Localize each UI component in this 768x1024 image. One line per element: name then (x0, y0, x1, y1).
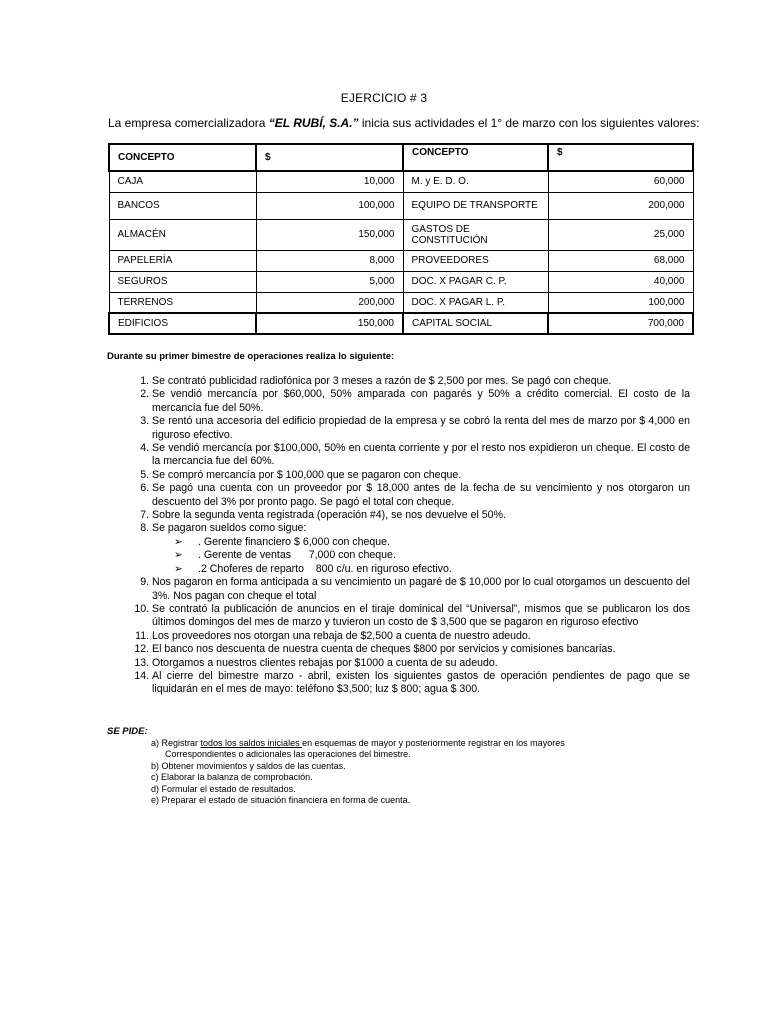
list-item: 6. Se pagó una cuenta con un proveedor por $ 18,000 antes de la fecha de su vencimiento y nos otorgaron un descuento del 3% por pronto pago. Se pagó el total con cheque. (152, 482, 690, 509)
list-item: 13. Otorgamos a nuestros clientes rebajas por $1000 a cuenta de su adeudo. (152, 657, 690, 670)
table-row (109, 219, 693, 250)
intro-before: La empresa comercializadora (108, 116, 269, 130)
concept-cell: M. y E. D. O. (403, 171, 548, 192)
list-item: 9. Nos pagaron en forma anticipada a su vencimiento un pagaré de $ 10,000 por lo cual otorgamos un descuento del 3%. Nos pagan con cheque el total (152, 576, 690, 603)
requirement-d: d) Formular el estado de resultados. (151, 783, 296, 794)
salaries-intro: Se pagaron sueldos como sigue: (152, 522, 307, 535)
amount-cell: 60,000 (548, 171, 693, 192)
arrow-bullet-icon: ➢ (174, 535, 183, 548)
salary-text: .2 Choferes de reparto 800 c/u. en riguroso efectivo. (198, 562, 452, 575)
salary-item (174, 549, 690, 562)
amount-cell: 25,000 (548, 219, 693, 250)
requirement-e: e) Preparar el estado de situación financiera en forma de cuenta. (151, 795, 411, 806)
requirements-list (151, 738, 671, 806)
requirement-b: b) Obtener movimientos y saldos de las cuentas. (151, 760, 346, 771)
list-item: 11. Los proveedores nos otorgan una rebaja de $2,500 a cuenta de nuestro adeudo. (152, 630, 690, 643)
table-row (109, 192, 693, 219)
requirement-c: c) Elaborar la balanza de comprobación. (151, 772, 313, 783)
intro-paragraph (108, 116, 728, 130)
list-item: 4. Se vendió mercancía por $100,000, 50% en cuenta corriente y por el resto nos expidieron un cheque. El costo de la mercancía fue del 60%. (152, 442, 690, 469)
amount-cell: 10,000 (256, 171, 403, 192)
requirement-a-continued: Correspondientes o adicionales las operaciones del bimestre. (165, 749, 411, 760)
header-amount-right: $ (548, 144, 693, 171)
amount-cell: 150,000 (256, 313, 403, 334)
amount-cell: 200,000 (256, 292, 403, 313)
salary-item (174, 536, 690, 549)
header-amount-left: $ (256, 144, 403, 171)
requirement-a (151, 738, 671, 749)
header-concept-left: CONCEPTO (109, 144, 256, 171)
table-row (109, 271, 693, 292)
intro-after: inicia sus actividades el 1° de marzo con los siguientes valores: (358, 116, 700, 130)
amount-cell: 100,000 (256, 192, 403, 219)
requirement-a-suffix: en esquemas de mayor y posteriormente registrar en los mayores (302, 738, 565, 748)
amount-cell: 8,000 (256, 250, 403, 271)
list-item: 5. Se compró mercancía por $ 100,000 que se pagaron con cheque. (152, 469, 690, 482)
salary-text: . Gerente de ventas 7,000 con cheque. (198, 549, 396, 562)
concept-cell: BANCOS (109, 192, 256, 219)
list-item (152, 522, 690, 576)
concept-cell: EQUIPO DE TRANSPORTE (403, 192, 548, 219)
list-item: 7. Sobre la segunda venta registrada (operación #4), se nos devuelve el 50%. (152, 509, 690, 522)
concept-cell: CAJA (109, 171, 256, 192)
amount-cell: 200,000 (548, 192, 693, 219)
amount-cell: 100,000 (548, 292, 693, 313)
table-row (109, 313, 693, 334)
amount-cell: 700,000 (548, 313, 693, 334)
list-item: 14. Al cierre del bimestre marzo - abril, existen los siguientes gastos de operación pendientes de pago que se liquidarán en el mes de mayo: teléfono $3,500; luz $ 800; agua $ 300. (152, 670, 690, 697)
concept-cell: SEGUROS (109, 271, 256, 292)
concept-cell: ALMACÉN (109, 219, 256, 250)
amount-cell: 5,000 (256, 271, 403, 292)
table-row (109, 171, 693, 192)
se-pide-heading: SE PIDE: (107, 726, 148, 737)
salary-text: . Gerente financiero $ 6,000 con cheque. (198, 535, 390, 548)
list-item: 2. Se vendió mercancía por $60,000, 50% amparada con pagarés y 50% a crédito comercial. El costo de la mercancía fue del 50%. (152, 388, 690, 415)
list-item: 3. Se rentó una accesoria del edificio propiedad de la empresa y se cobró la renta del mes de marzo por $ 4,000 en riguroso efectivo. (152, 415, 690, 442)
company-name: “EL RUBÍ, S.A.” (268, 116, 359, 130)
amount-cell: 40,000 (548, 271, 693, 292)
concept-cell: DOC. X PAGAR C. P. (403, 271, 548, 292)
concept-cell: GASTOS DE CONSTITUCIÓN (403, 219, 548, 250)
header-concept-right: CONCEPTO (403, 144, 548, 171)
amount-cell: 68,000 (548, 250, 693, 271)
amount-cell: 150,000 (256, 219, 403, 250)
exercise-title: EJERCICIO # 3 (340, 91, 428, 105)
arrow-bullet-icon: ➢ (174, 549, 183, 562)
salaries-list (152, 536, 690, 576)
concept-cell: TERRENOS (109, 292, 256, 313)
list-item: 1. Se contrató publicidad radiofónica por 3 meses a razón de $ 2,500 por mes. Se pagó con cheque. (152, 375, 690, 388)
concept-cell: PAPELERÍA (109, 250, 256, 271)
requirement-a-underlined: todos los saldos iniciales (200, 738, 303, 748)
concept-cell: PROVEEDORES (403, 250, 548, 271)
operations-list (122, 375, 690, 697)
list-item: 10. Se contrató la publicación de anuncios en el tiraje dominical del “Universal”, mismos que se publicaron los dos últimos domingos del mes de marzo y tuvieron un costo de $ 3,500 que se pagaron en riguroso efectivo (152, 603, 690, 630)
operations-heading: Durante su primer bimestre de operaciones realiza lo siguiente: (107, 351, 395, 362)
concept-cell: EDIFICIOS (109, 313, 256, 334)
table-header-row (109, 144, 693, 171)
arrow-bullet-icon: ➢ (174, 562, 183, 575)
initial-values-table (108, 143, 694, 335)
table-row (109, 292, 693, 313)
table-row (109, 250, 693, 271)
salary-item (174, 563, 690, 576)
list-item: 12. El banco nos descuenta de nuestra cuenta de cheques $800 por servicios y comisiones bancarias. (152, 643, 690, 656)
concept-cell: CAPITAL SOCIAL (403, 313, 548, 334)
requirement-a-prefix: a) Registrar (151, 738, 201, 748)
concept-cell: DOC. X PAGAR L. P. (403, 292, 548, 313)
